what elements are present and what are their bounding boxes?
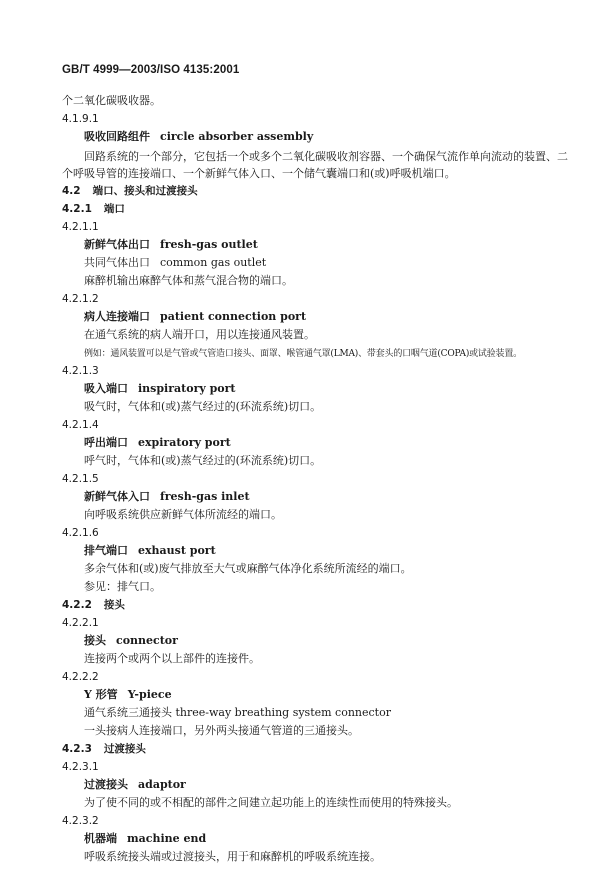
term-zh: 新鲜气体出口 <box>84 238 150 251</box>
term-en: inspiratory port <box>138 382 236 395</box>
clause-number: 4.2.2.2 <box>62 671 99 683</box>
clause-number: 4.2.2.1 <box>62 617 99 629</box>
term-entry <box>84 544 562 558</box>
section-number: 4.2.1 <box>62 203 92 215</box>
clause-number: 4.2.1.3 <box>62 365 99 377</box>
synonym-entry <box>84 256 562 270</box>
term-entry <box>84 490 562 504</box>
term-en: patient connection port <box>160 310 307 323</box>
section-number: 4.2.2 <box>62 599 92 611</box>
term-entry <box>84 310 562 324</box>
synonym-zh: 共同气体出口 <box>84 256 150 269</box>
definition-text: 为了使不同的或不相配的部件之间建立起功能上的连续性而使用的特殊接头。 <box>84 796 458 809</box>
section-heading <box>62 184 562 198</box>
term-en: expiratory port <box>138 436 231 449</box>
term-zh: 过渡接头 <box>84 778 128 791</box>
text-line: 个二氧化碳吸收器。 <box>62 94 161 107</box>
term-entry <box>84 436 562 450</box>
term-en: exhaust port <box>138 544 216 557</box>
definition-text: 呼吸系统接头端或过渡接头，用于和麻醉机的呼吸系统连接。 <box>84 850 381 863</box>
section-heading <box>62 742 562 756</box>
term-zh: 新鲜气体入口 <box>84 490 150 503</box>
term-en: adaptor <box>138 778 186 791</box>
term-entry <box>84 634 562 648</box>
synonym-en: common gas outlet <box>160 256 267 269</box>
example-note: 例如：通风装置可以是气管或气管造口接头、面罩、喉管通气罩(LMA)、带套头的口咽气道(COPA)或试验装置。 <box>84 349 522 359</box>
see-also-text: 参见：排气口。 <box>84 580 161 593</box>
term-en: circle absorber assembly <box>160 130 314 143</box>
term-entry <box>84 238 562 252</box>
synonym-entry: 通气系统三通接头 three-way breathing system connector <box>84 706 391 719</box>
section-title: 端口、接头和过渡接头 <box>92 185 198 197</box>
definition-text: 向呼吸系统供应新鲜气体所流经的端口。 <box>84 508 282 521</box>
section-heading <box>62 598 562 612</box>
term-entry <box>84 382 562 396</box>
clause-number: 4.2.1.6 <box>62 527 99 539</box>
term-entry <box>84 832 562 846</box>
section-title: 接头 <box>103 599 125 611</box>
standard-header: GB/T 4999—2003/ISO 4135:2001 <box>62 64 240 76</box>
term-zh: 接头 <box>84 634 106 647</box>
section-number: 4.2 <box>62 185 81 197</box>
definition-text: 麻醉机输出麻醉气体和蒸气混合物的端口。 <box>84 274 293 287</box>
definition-text: 多余气体和(或)废气排放至大气或麻醉气体净化系统所流经的端口。 <box>84 562 412 575</box>
term-zh: 病人连接端口 <box>84 310 150 323</box>
term-en: machine end <box>127 832 207 845</box>
clause-number: 4.2.1.5 <box>62 473 99 485</box>
term-en: Y-piece <box>127 688 172 701</box>
clause-number: 4.2.1.1 <box>62 221 99 233</box>
definition-text: 连接两个或两个以上部件的连接件。 <box>84 652 260 665</box>
term-en: fresh-gas outlet <box>160 238 258 251</box>
term-zh: 呼出端口 <box>84 436 128 449</box>
section-title: 过渡接头 <box>103 743 146 755</box>
clause-number: 4.2.3.2 <box>62 815 99 827</box>
term-zh: 吸收回路组件 <box>84 130 150 143</box>
term-en: fresh-gas inlet <box>160 490 250 503</box>
clause-number: 4.1.9.1 <box>62 113 99 125</box>
section-number: 4.2.3 <box>62 743 92 755</box>
definition-text: 吸气时，气体和(或)蒸气经过的(环流系统)切口。 <box>84 400 322 413</box>
term-entry <box>84 778 562 792</box>
term-en: connector <box>116 634 178 647</box>
clause-number: 4.2.1.2 <box>62 293 99 305</box>
clause-number: 4.2.3.1 <box>62 761 99 773</box>
section-heading <box>62 202 562 216</box>
definition-text: 回路系统的一个部分，它包括一个或多个二氧化碳吸收剂容器、一个确保气流作单向流动的装置、二个呼吸导管的连接端口、一个新鲜气体入口、一个储气囊端口和(或)呼吸机端口。 <box>62 150 568 180</box>
term-zh: Y 形管 <box>84 688 118 701</box>
section-title: 端口 <box>103 203 125 215</box>
term-entry <box>84 688 562 702</box>
clause-number: 4.2.1.4 <box>62 419 99 431</box>
definition-text: 一头接病人连接端口，另外两头接通气管道的三通接头。 <box>84 724 359 737</box>
term-entry <box>84 130 562 144</box>
term-zh: 排气端口 <box>84 544 128 557</box>
definition-text: 呼气时，气体和(或)蒸气经过的(环流系统)切口。 <box>84 454 322 467</box>
term-zh: 机器端 <box>84 832 117 845</box>
term-zh: 吸入端口 <box>84 382 128 395</box>
definition-text: 在通气系统的病人端开口，用以连接通风装置。 <box>84 328 315 341</box>
